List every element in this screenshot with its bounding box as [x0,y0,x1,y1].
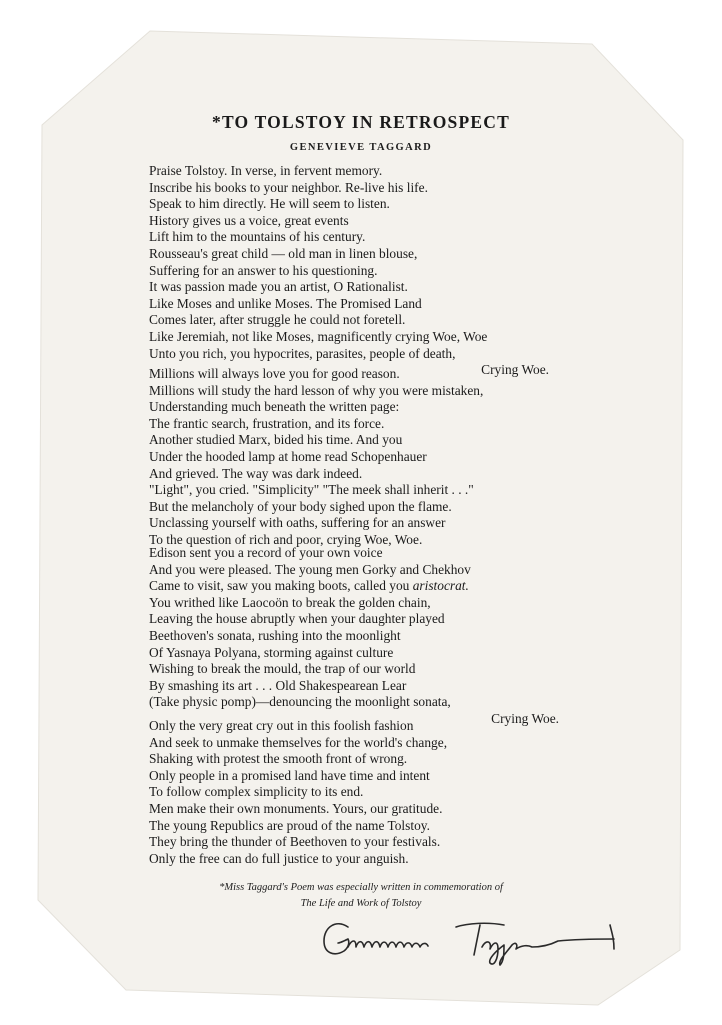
poem-line: Men make their own monuments. Yours, our gratitude. [149,800,443,816]
poem-line-refrain: Crying Woe. [481,362,549,378]
poem-line: Millions will always love you for good reason. [149,366,400,381]
poem-line: To the question of rich and poor, crying Woe, Woe. [149,531,423,547]
poem-line-text: Came to visit, saw you making boots, called you [149,578,413,594]
footnote-line: *Miss Taggard's Poem was especially written in commemoration of [219,882,503,893]
poem-line: Inscribe his books to your neighbor. Re-live his life. [149,179,428,195]
poem-line: Shaking with protest the smooth front of wrong. [149,751,408,767]
poem-line: They bring the thunder of Beethoven to your festivals. [149,834,441,850]
poem-line: And you were pleased. The young men Gorky and Chekhov [149,561,471,577]
stanza-3 [149,545,559,728]
poem-line: And grieved. The way was dark indeed. [149,465,363,481]
poem-line: "Light", you cried. "Simplicity" "The meek shall inherit . . ." [149,482,474,498]
poem-line: Like Jeremiah, not like Moses, magnificently crying Woe, Woe [149,328,488,344]
poem-line: Unclassing yourself with oaths, suffering for an answer [149,515,446,531]
poem-line: Wishing to break the mould, the trap of our world [149,661,416,677]
poem-line: Of Yasnaya Polyana, storming against culture [149,644,394,660]
poem-line: Under the hooded lamp at home read Schopenhauer [149,448,427,464]
poem-line: The young Republics are proud of the name Tolstoy. [149,817,430,833]
poem-line: History gives us a voice, great events [149,212,349,228]
poem-line: Leaving the house abruptly when your daughter played [149,611,445,627]
stanza-4 [149,718,549,867]
poem-line: Rousseau's great child — old man in linen blouse, [149,245,418,261]
stanza-1 [149,163,549,379]
poem-line: Only the free can do full justice to your anguish. [149,850,409,866]
poem-line: By smashing its art . . . Old Shakespearean Lear [149,677,407,693]
poem-line: The frantic search, frustration, and its force. [149,415,385,431]
poem-line [149,578,559,595]
poem-line: But the melancholy of your body sighed upon the flame. [149,498,452,514]
poem-line: Edison sent you a record of your own voice [149,545,383,560]
poem-line: Like Moses and unlike Moses. The Promised Land [149,295,422,311]
poem-line: Beethoven's sonata, rushing into the moonlight [149,627,401,643]
poem-line: Understanding much beneath the written page: [149,399,400,415]
footnote-line: The Life and Work of Tolstoy [300,898,422,909]
poem-line: It was passion made you an artist, O Rationalist. [149,279,408,295]
poem-line: Lift him to the mountains of his century. [149,229,366,245]
poem-line-italic-word: aristocrat. [412,578,469,594]
handwritten-signature [318,905,638,975]
poem-line-refrain: Crying Woe. [491,710,559,726]
poem-line: And seek to unmake themselves for the world's change, [149,734,448,750]
poem-author: GENEVIEVE TAGGARD [289,142,433,153]
poem-line: Only people in a promised land have time and intent [149,767,430,783]
stanza-2 [149,366,549,549]
poem-line: Comes later, after struggle he could not foretell. [149,312,406,328]
poem-line: Another studied Marx, bided his time. And you [149,432,403,448]
poem-line: To follow complex simplicity to its end. [149,784,364,800]
poem-line: Praise Tolstoy. In verse, in fervent memory. [149,163,383,178]
poem-line: Suffering for an answer to his questioning. [149,262,378,278]
poem-line: Speak to him directly. He will seem to listen. [149,196,390,212]
poem-line: Millions will study the hard lesson of why you were mistaken, [149,382,484,398]
poem-title: *TO TOLSTOY IN RETROSPECT [212,112,510,132]
poem-line: (Take physic pomp)—denouncing the moonlight sonata, [149,694,451,710]
poem-line: You writhed like Laocoön to break the golden chain, [149,594,431,610]
poem-line: Unto you rich, you hypocrites, parasites, people of death, [149,345,456,361]
poem-line: Only the very great cry out in this foolish fashion [149,718,414,733]
